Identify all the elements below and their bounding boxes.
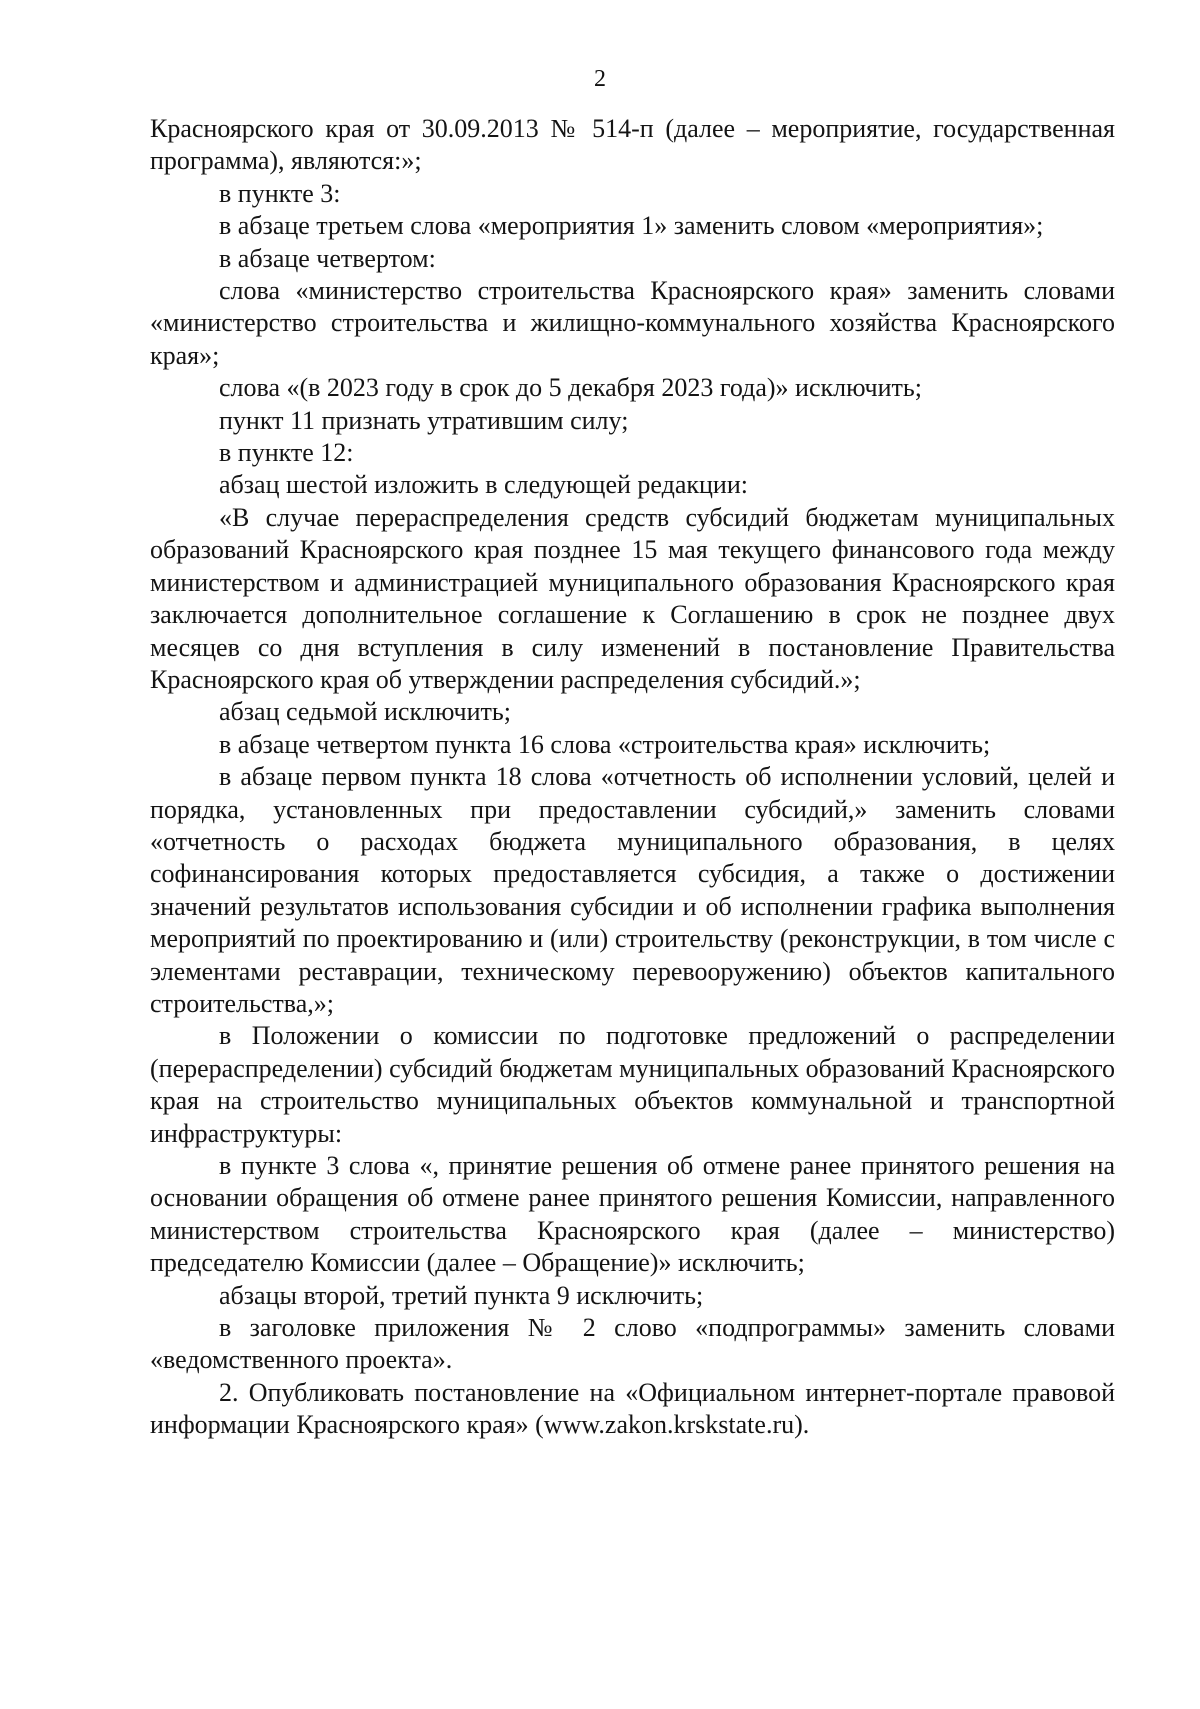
paragraph: абзац шестой изложить в следующей редакции: (219, 470, 748, 500)
paragraph: в абзаце третьем слова «мероприятия 1» заменить словом «мероприятия»; (219, 211, 1044, 241)
paragraph: в абзаце четвертом пункта 16 слова «строительства края» исключить; (219, 729, 991, 759)
paragraph: в абзаце первом пункта 18 слова «отчетность об исполнении условий, целей и порядка, установленных при предоставлении субсидий,» заменить словами «отчетность о расходах бюджета муниципального образования, в целях софинансирования которых предоставляется субсидия, а также о достижении значений результатов использования субсидии и об исполнении графика выполнения мероприятий по проектированию и (или) строительству (реконструкции, в том числе с элементами реставрации, техническому перевооружению) объектов капитального строительства,»; (150, 762, 1115, 1018)
paragraph: слова «(в 2023 году в срок до 5 декабря 2023 года)» исключить; (219, 373, 922, 403)
paragraph: слова «министерство строительства Красноярского края» заменить словами «министерство строительства и жилищно-коммунального хозяйства Красноярского края»; (150, 276, 1115, 370)
paragraph: пункт 11 признать утратившим силу; (219, 405, 629, 435)
paragraph-continuation: Красноярского края от 30.09.2013 № 514-п (далее – мероприятие, государственная программа), являются:»; (150, 114, 1115, 176)
page-number: 2 (594, 66, 606, 92)
paragraph: в заголовке приложения № 2 слово «подпрограммы» заменить словами «ведомственного проекта». (150, 1313, 1115, 1375)
paragraph: в пункте 3 слова «, принятие решения об отмене ранее принятого решения на основании обращения об отмене ранее принятого решения Комиссии, направленного министерством строительства Красноярского края (далее – министерство) председателю Комиссии (далее – Обращение)» исключить; (150, 1151, 1115, 1278)
paragraph: в Положении о комиссии по подготовке предложений о распределении (перераспределении) субсидий бюджетам муниципальных образований Красноярского края на строительство муниципальных объектов коммунальной и транспортной инфраструктуры: (150, 1021, 1115, 1148)
paragraph: в абзаце четвертом: (219, 243, 436, 273)
paragraph: в пункте 12: (219, 438, 354, 468)
paragraph: абзацы второй, третий пункта 9 исключить; (219, 1280, 704, 1310)
paragraph: в пункте 3: (219, 178, 341, 208)
document-body (150, 113, 1115, 1442)
paragraph-quoted-text: «В случае перераспределения средств субсидий бюджетам муниципальных образований Красноярского края позднее 15 мая текущего финансового года между министерством и администрацией муниципального образования Красноярского края заключается дополнительное соглашение к Соглашению в срок не позднее двух месяцев со дня вступления в силу изменений в постановление Правительства Красноярского края об утверждении распределения субсидий.»; (150, 502, 1115, 694)
paragraph-item-2: 2. Опубликовать постановление на «Официальном интернет-портале правовой информации Красноярского края» (www.zakon.krskstate.ru). (150, 1377, 1115, 1440)
paragraph: абзац седьмой исключить; (219, 697, 511, 727)
